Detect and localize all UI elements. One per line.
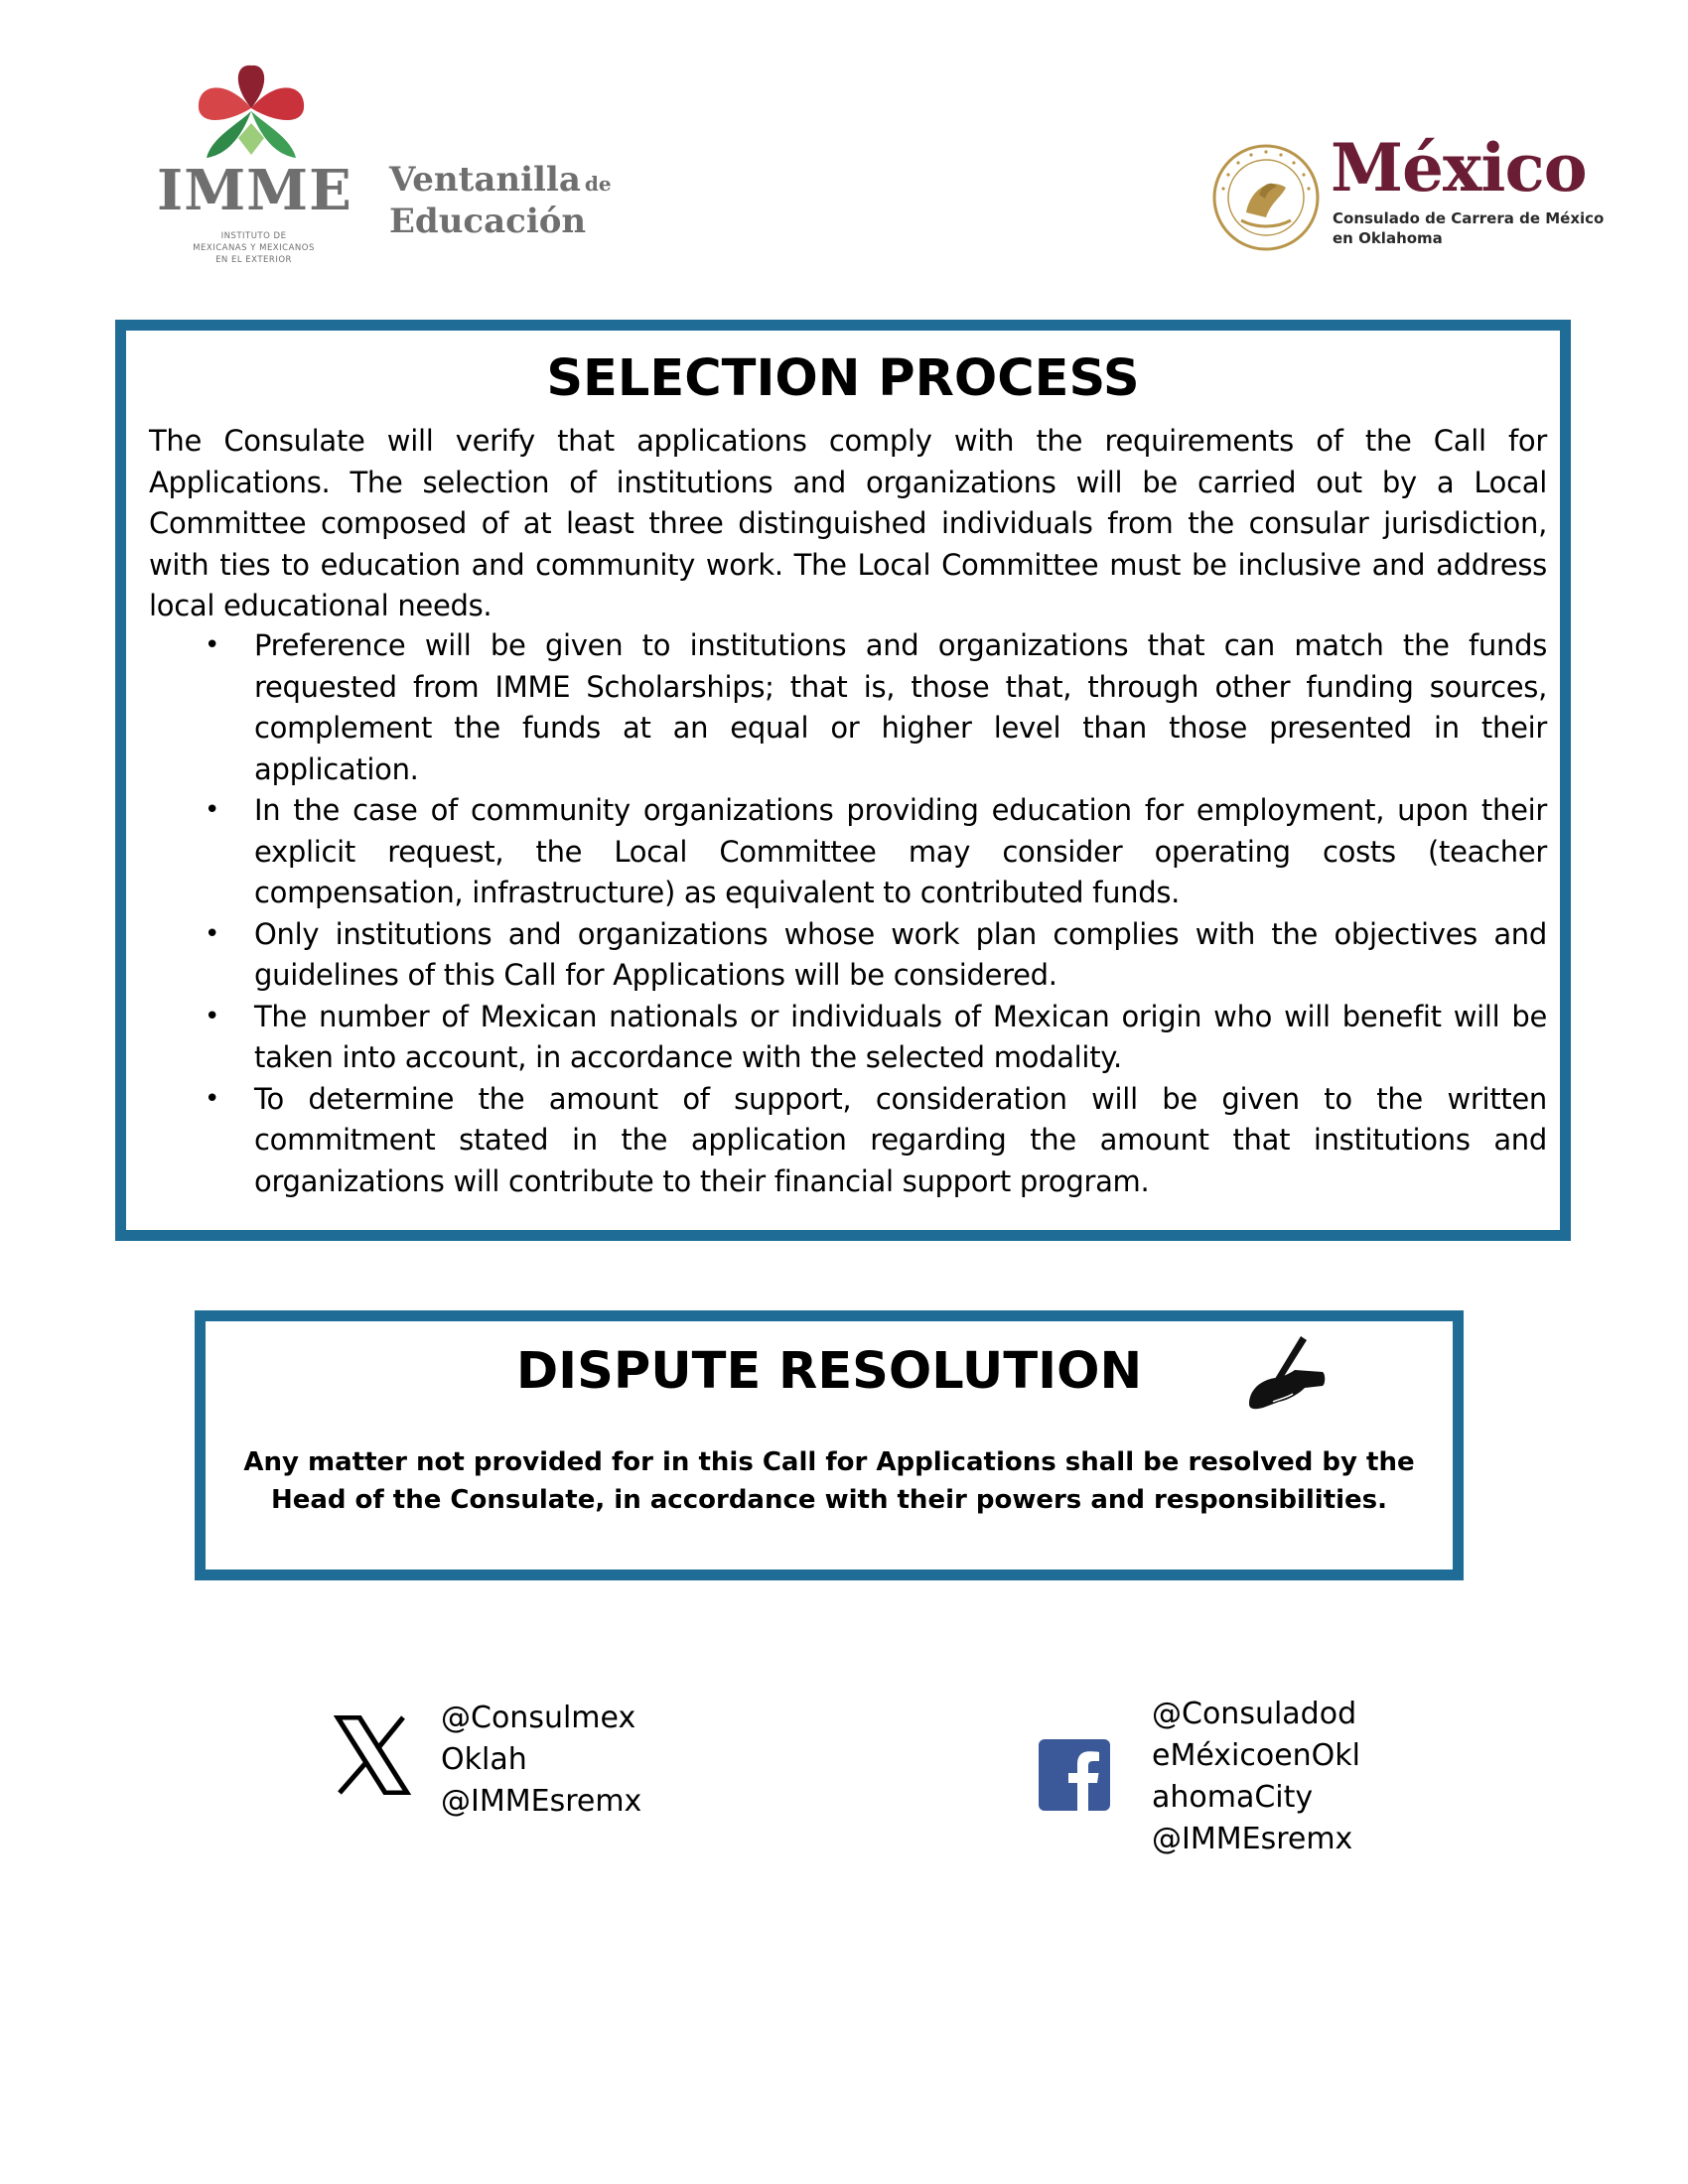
x-handles[interactable] [441,1698,641,1823]
list-item: • The number of Mexican nationals or individuals of Mexican origin who will benefit will be taken into account, in accordance with the selected modality. [191,997,1547,1079]
x-handle-line[interactable]: Oklah [441,1742,527,1777]
consulado-name: Consulado de Carrera de México en Oklahoma [1333,209,1605,247]
ventanilla-de: de [584,172,612,196]
mexico-wordmark: México [1331,129,1587,206]
imme-logo-subtitle: INSTITUTO DE MEXICANAS Y MEXICANOS EN EL EXTERIOR [193,231,315,265]
educacion-word: Educación [389,202,587,241]
selection-process-title: SELECTION PROCESS [546,349,1140,408]
selection-criteria-list [191,625,1547,1202]
facebook-handle-line[interactable]: ahomaCity [1152,1780,1314,1815]
list-item: • Preference will be given to institutions and organizations that can match the funds requested from IMME Scholarships; that is, those that, through other funding sources, complement the funds at an equal or higher level than those presented in their application. [191,625,1547,790]
mexico-seal-icon [1211,143,1321,252]
facebook-icon[interactable] [1039,1739,1110,1811]
list-item: • Only institutions and organizations whose work plan complies with the objectives and guidelines of this Call for Applications will be considered. [191,914,1547,997]
bullet-icon: • [205,630,220,660]
bullet-icon: • [205,1083,220,1114]
selection-process-intro: The Consulate will verify that applications comply with the requirements of the Call for Applications. The selection of institutions and organizations will be carried out by a Local Committee composed of at least three distinguished individuals from the consular jurisdiction, with ties to education and community work. The Local Committee must be inclusive and address local educational needs. [149,424,1547,622]
facebook-handle-line[interactable]: @IMMEsremx [1152,1822,1353,1856]
bullet-icon: • [205,918,220,949]
facebook-handle-line[interactable]: eMéxicoenOkl [1152,1738,1360,1773]
ventanilla-logo [389,161,647,240]
ventanilla-word: Ventanilla [389,160,581,200]
list-item: • To determine the amount of support, consideration will be given to the written commitment stated in the application regarding the amount that institutions and organizations will contribute to their financial support program. [191,1079,1547,1203]
facebook-handle-line[interactable]: @Consuladod [1152,1697,1357,1731]
dispute-resolution-title: DISPUTE RESOLUTION [515,1342,1143,1401]
imme-logo [157,64,351,272]
dispute-resolution-text: Any matter not provided for in this Call for Applications shall be resolved by the Head of the Consulate, in accordance with their powers and responsibilities. [243,1447,1415,1515]
bullet-icon: • [205,1001,220,1031]
x-logo-icon[interactable] [334,1715,411,1795]
bullet-icon: • [205,795,220,825]
list-item: • In the case of community organizations providing education for employment, upon their explicit request, the Local Committee may consider operating costs (teacher compensation, infrastructure) as equivalent to contributed funds. [191,790,1547,914]
x-handle-line[interactable]: @IMMEsremx [441,1784,642,1819]
imme-logo-word: IMME [157,158,352,223]
facebook-handles[interactable] [1152,1694,1360,1860]
imme-emblem-icon [187,64,316,168]
x-handle-line[interactable]: @Consulmex [441,1701,636,1735]
signing-hand-icon [1243,1334,1327,1412]
